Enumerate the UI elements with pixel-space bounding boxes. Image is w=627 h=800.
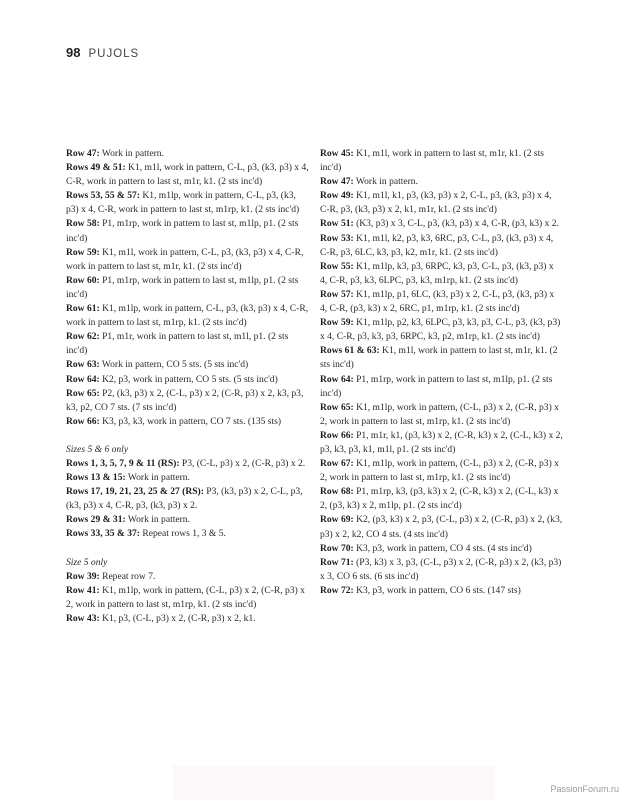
row-text: K2, p3, work in pattern, CO 5 sts. (5 sts inc'd) xyxy=(99,373,278,385)
row-text: P1, m1rp, work in pattern to last st, m1lp, p1. (2 sts inc'd) xyxy=(66,274,299,300)
row-label: Row 43: xyxy=(66,612,100,624)
instruction-row xyxy=(320,147,563,175)
instruction-row xyxy=(320,175,563,189)
instruction-row xyxy=(66,471,309,485)
row-label: Row 66: xyxy=(66,415,100,427)
left-column xyxy=(66,147,309,626)
row-text: P1, m1rp, work in pattern to last st, m1lp, p1. (2 sts inc'd) xyxy=(66,218,299,244)
instruction-row xyxy=(66,513,309,527)
row-text: P1, m1r, k1, (p3, k3) x 2, (C-R, k3) x 2, (C-L, k3) x 2, p3, k3, p3, k1, m1l, p1. (2 sts inc'd) xyxy=(320,429,563,455)
instruction-row xyxy=(320,288,563,316)
row-text: Work in pattern. xyxy=(125,514,190,526)
row-text: K1, m1lp, p2, k3, 6LPC, p3, k3, p3, C-L, p3, (k3, p3) x 4, C-R, p3, k3, p3, 6RPC, k3, p2, m1rp, k1. (2 sts inc'd) xyxy=(320,317,561,343)
instruction-row xyxy=(66,302,309,330)
instruction-row xyxy=(320,232,563,260)
row-label: Row 47: xyxy=(66,148,100,159)
row-text: Work in pattern. xyxy=(125,472,190,484)
row-text: Work in pattern. xyxy=(99,148,164,159)
row-text: K1, m1l, work in pattern to last st, m1r, k1. (2 sts inc'd) xyxy=(320,148,544,174)
row-text: K1, m1l, k2, p3, k3, 6RC, p3, C-L, p3, (k3, p3) x 4, C-R, p3, 6LC, k3, p3, k2, m1r, k1. (2 sts inc'd) xyxy=(320,232,554,258)
row-text: K1, m1lp, p1, 6LC, (k3, p3) x 2, C-L, p3, (k3, p3) x 4, C-R, (p3, k3) x 2, 6RC, p1, m1rp, k1. (2 sts inc'd) xyxy=(320,288,555,315)
row-text: P1, m1rp, work in pattern to last st, m1lp, p1. (2 sts inc'd) xyxy=(320,373,553,399)
row-label: Rows 29 & 31: xyxy=(66,514,126,526)
row-label: Row 69: xyxy=(320,514,354,526)
row-label: Row 39: xyxy=(66,570,100,582)
row-text: P1, m1r, work in pattern to last st, m1l, p1. (2 sts inc'd) xyxy=(66,331,289,357)
row-text: K3, p3, k3, work in pattern, CO 7 sts. (135 sts) xyxy=(99,415,282,427)
row-label: Rows 61 & 63: xyxy=(320,345,380,357)
row-label: Row 57: xyxy=(320,288,354,300)
row-label: Row 59: xyxy=(66,246,100,258)
row-text: K1, m1lp, work in pattern, (C-L, p3) x 2, (C-R, p3) x 2, work in pattern to last st, m1rp, k1. (2 sts inc'd) xyxy=(320,401,559,427)
row-text: K1, p3, (C-L, p3) x 2, (C-R, p3) x 2, k1. xyxy=(99,612,256,624)
row-label: Rows 13 & 15: xyxy=(66,472,126,484)
instruction-row xyxy=(320,189,563,217)
instruction-row xyxy=(320,401,563,429)
watermark: PassionForum.ru xyxy=(550,784,619,794)
row-label: Row 70: xyxy=(320,542,354,554)
row-text: K1, m1lp, work in pattern, C-L, p3, (k3, p3) x 4, C-R, work in pattern to last st, m1rp, k1. (2 sts inc'd) xyxy=(66,303,309,329)
row-label: Rows 33, 35 & 37: xyxy=(66,528,140,540)
row-label: Rows 49 & 51: xyxy=(66,162,126,174)
bottom-shade xyxy=(173,766,495,800)
row-label: Row 68: xyxy=(320,486,354,498)
section-subheading: Size 5 only xyxy=(66,556,108,568)
instruction-row xyxy=(66,161,309,189)
row-label: Row 47: xyxy=(320,176,354,188)
row-text: (K3, p3) x 3, C-L, p3, (k3, p3) x 4, C-R, (p3, k3) x 2. xyxy=(353,218,559,230)
instruction-row xyxy=(66,387,309,415)
instruction-row xyxy=(66,246,309,274)
row-label: Row 45: xyxy=(320,148,354,159)
running-title: PUJOLS xyxy=(88,48,140,60)
instruction-row xyxy=(320,542,563,556)
right-column xyxy=(320,147,563,598)
row-label: Row 61: xyxy=(66,303,100,315)
row-text: K3, p3, work in pattern, CO 4 sts. (4 sts inc'd) xyxy=(353,542,532,554)
instruction-row xyxy=(320,217,563,231)
page-header xyxy=(66,45,139,60)
instruction-row xyxy=(66,612,309,626)
row-text: K1, m1l, work in pattern, C-L, p3, (k3, p3) x 4, C-R, work in pattern to last st, m1r, k1. (2 sts inc'd) xyxy=(66,246,304,272)
instruction-row xyxy=(320,373,563,401)
row-text: K1, m1lp, work in pattern, C-L, p3, (k3, p3) x 4, C-R, work in pattern to last st, m1rp, k1. (2 sts inc'd) xyxy=(66,190,300,216)
row-label: Row 66: xyxy=(320,429,354,441)
instruction-row xyxy=(320,556,563,584)
instruction-row xyxy=(320,485,563,513)
row-text: K1, m1l, work in pattern to last st, m1r, k1. (2 sts inc'd) xyxy=(320,345,558,371)
row-text: Repeat rows 1, 3 & 5. xyxy=(139,528,226,540)
row-label: Row 72: xyxy=(320,584,354,596)
instruction-row xyxy=(66,330,309,358)
row-label: Row 59: xyxy=(320,317,354,329)
instruction-row xyxy=(66,274,309,302)
row-text: Work in pattern. xyxy=(353,176,418,188)
row-text: K1, m1l, k1, p3, (k3, p3) x 2, C-L, p3, (k3, p3) x 4, C-R, p3, (k3, p3) x 2, k1, m1r, k1. (2 sts inc'd) xyxy=(320,190,552,216)
row-label: Row 65: xyxy=(320,401,354,413)
row-text: K1, m1lp, k3, p3, 6RPC, k3, p3, C-L, p3, (k3, p3) x 4, C-R, p3, k3, 6LPC, p3, k3, m1rp, k1. (2 sts inc'd) xyxy=(320,260,554,286)
row-text: P1, m1rp, k3, (p3, k3) x 2, (C-R, k3) x 2, (C-L, k3) x 2, (p3, k3) x 2, m1lp, p1. (2 sts inc'd) xyxy=(320,486,559,512)
section-subheading: Sizes 5 & 6 only xyxy=(66,443,129,455)
instruction-row xyxy=(66,485,309,513)
row-text: P3, (k3, p3) x 2, C-L, p3, (k3, p3) x 4, C-R, p3, (k3, p3) x 2. xyxy=(66,486,303,512)
row-label: Row 60: xyxy=(66,274,100,286)
row-label: Row 62: xyxy=(66,331,100,343)
instruction-row xyxy=(66,457,309,471)
instruction-row xyxy=(320,584,563,598)
instruction-row xyxy=(320,316,563,344)
row-label: Row 53: xyxy=(320,232,354,244)
instruction-row xyxy=(66,217,309,245)
instruction-row xyxy=(66,147,309,161)
row-text: (P3, k3) x 3, p3, (C-L, p3) x 2, (C-R, p3) x 2, (k3, p3) x 3, CO 6 sts. (6 sts inc'd) xyxy=(320,556,562,582)
row-label: Row 65: xyxy=(66,387,100,399)
row-text: P3, (C-L, p3) x 2, (C-R, p3) x 2. xyxy=(179,457,306,469)
row-label: Rows 17, 19, 21, 23, 25 & 27 (RS): xyxy=(66,486,204,498)
instruction-row xyxy=(320,513,563,541)
row-label: Row 63: xyxy=(66,359,100,371)
instruction-row xyxy=(66,373,309,387)
row-label: Row 64: xyxy=(66,373,100,385)
row-text: K1, m1l, work in pattern, C-L, p3, (k3, p3) x 4, C-R, work in pattern to last st, m1r, k1. (2 sts inc'd) xyxy=(66,162,309,188)
row-text: Work in pattern, CO 5 sts. (5 sts inc'd) xyxy=(99,359,249,371)
row-label: Row 49: xyxy=(320,190,354,202)
row-label: Row 67: xyxy=(320,458,354,470)
row-text: K1, m1lp, work in pattern, (C-L, p3) x 2, (C-R, p3) x 2, work in pattern to last st, m1rp, k1. (2 sts inc'd) xyxy=(320,458,559,484)
row-text: Repeat row 7. xyxy=(99,570,156,582)
row-label: Row 71: xyxy=(320,556,354,568)
row-label: Row 51: xyxy=(320,218,354,230)
row-label: Rows 1, 3, 5, 7, 9 & 11 (RS): xyxy=(66,457,180,469)
row-text: K3, p3, work in pattern, CO 6 sts. (147 sts) xyxy=(353,584,521,596)
instruction-row xyxy=(66,358,309,372)
instruction-row xyxy=(66,570,309,584)
page-number: 98 xyxy=(66,45,81,60)
row-label: Row 58: xyxy=(66,218,100,230)
instruction-row xyxy=(66,189,309,217)
instruction-row xyxy=(320,457,563,485)
row-text: K1, m1lp, work in pattern, (C-L, p3) x 2, (C-R, p3) x 2, work in pattern to last st, m1rp, k1. (2 sts inc'd) xyxy=(66,584,305,610)
instruction-row xyxy=(66,584,309,612)
row-label: Row 41: xyxy=(66,584,100,596)
instruction-row xyxy=(66,527,309,541)
row-label: Row 55: xyxy=(320,260,354,272)
instruction-row xyxy=(320,344,563,372)
instruction-row xyxy=(320,429,563,457)
instruction-row xyxy=(66,415,309,429)
row-label: Rows 53, 55 & 57: xyxy=(66,190,140,202)
row-label: Row 64: xyxy=(320,373,354,385)
instruction-row xyxy=(320,260,563,288)
row-text: P2, (k3, p3) x 2, (C-L, p3) x 2, (C-R, p3) x 2, k3, p3, k3, p2, CO 7 sts. (7 sts inc'd) xyxy=(66,387,304,413)
row-text: K2, (p3, k3) x 2, p3, (C-L, p3) x 2, (C-R, p3) x 2, (k3, p3) x 2, k2, CO 4 sts. (4 sts inc'd) xyxy=(320,514,563,540)
